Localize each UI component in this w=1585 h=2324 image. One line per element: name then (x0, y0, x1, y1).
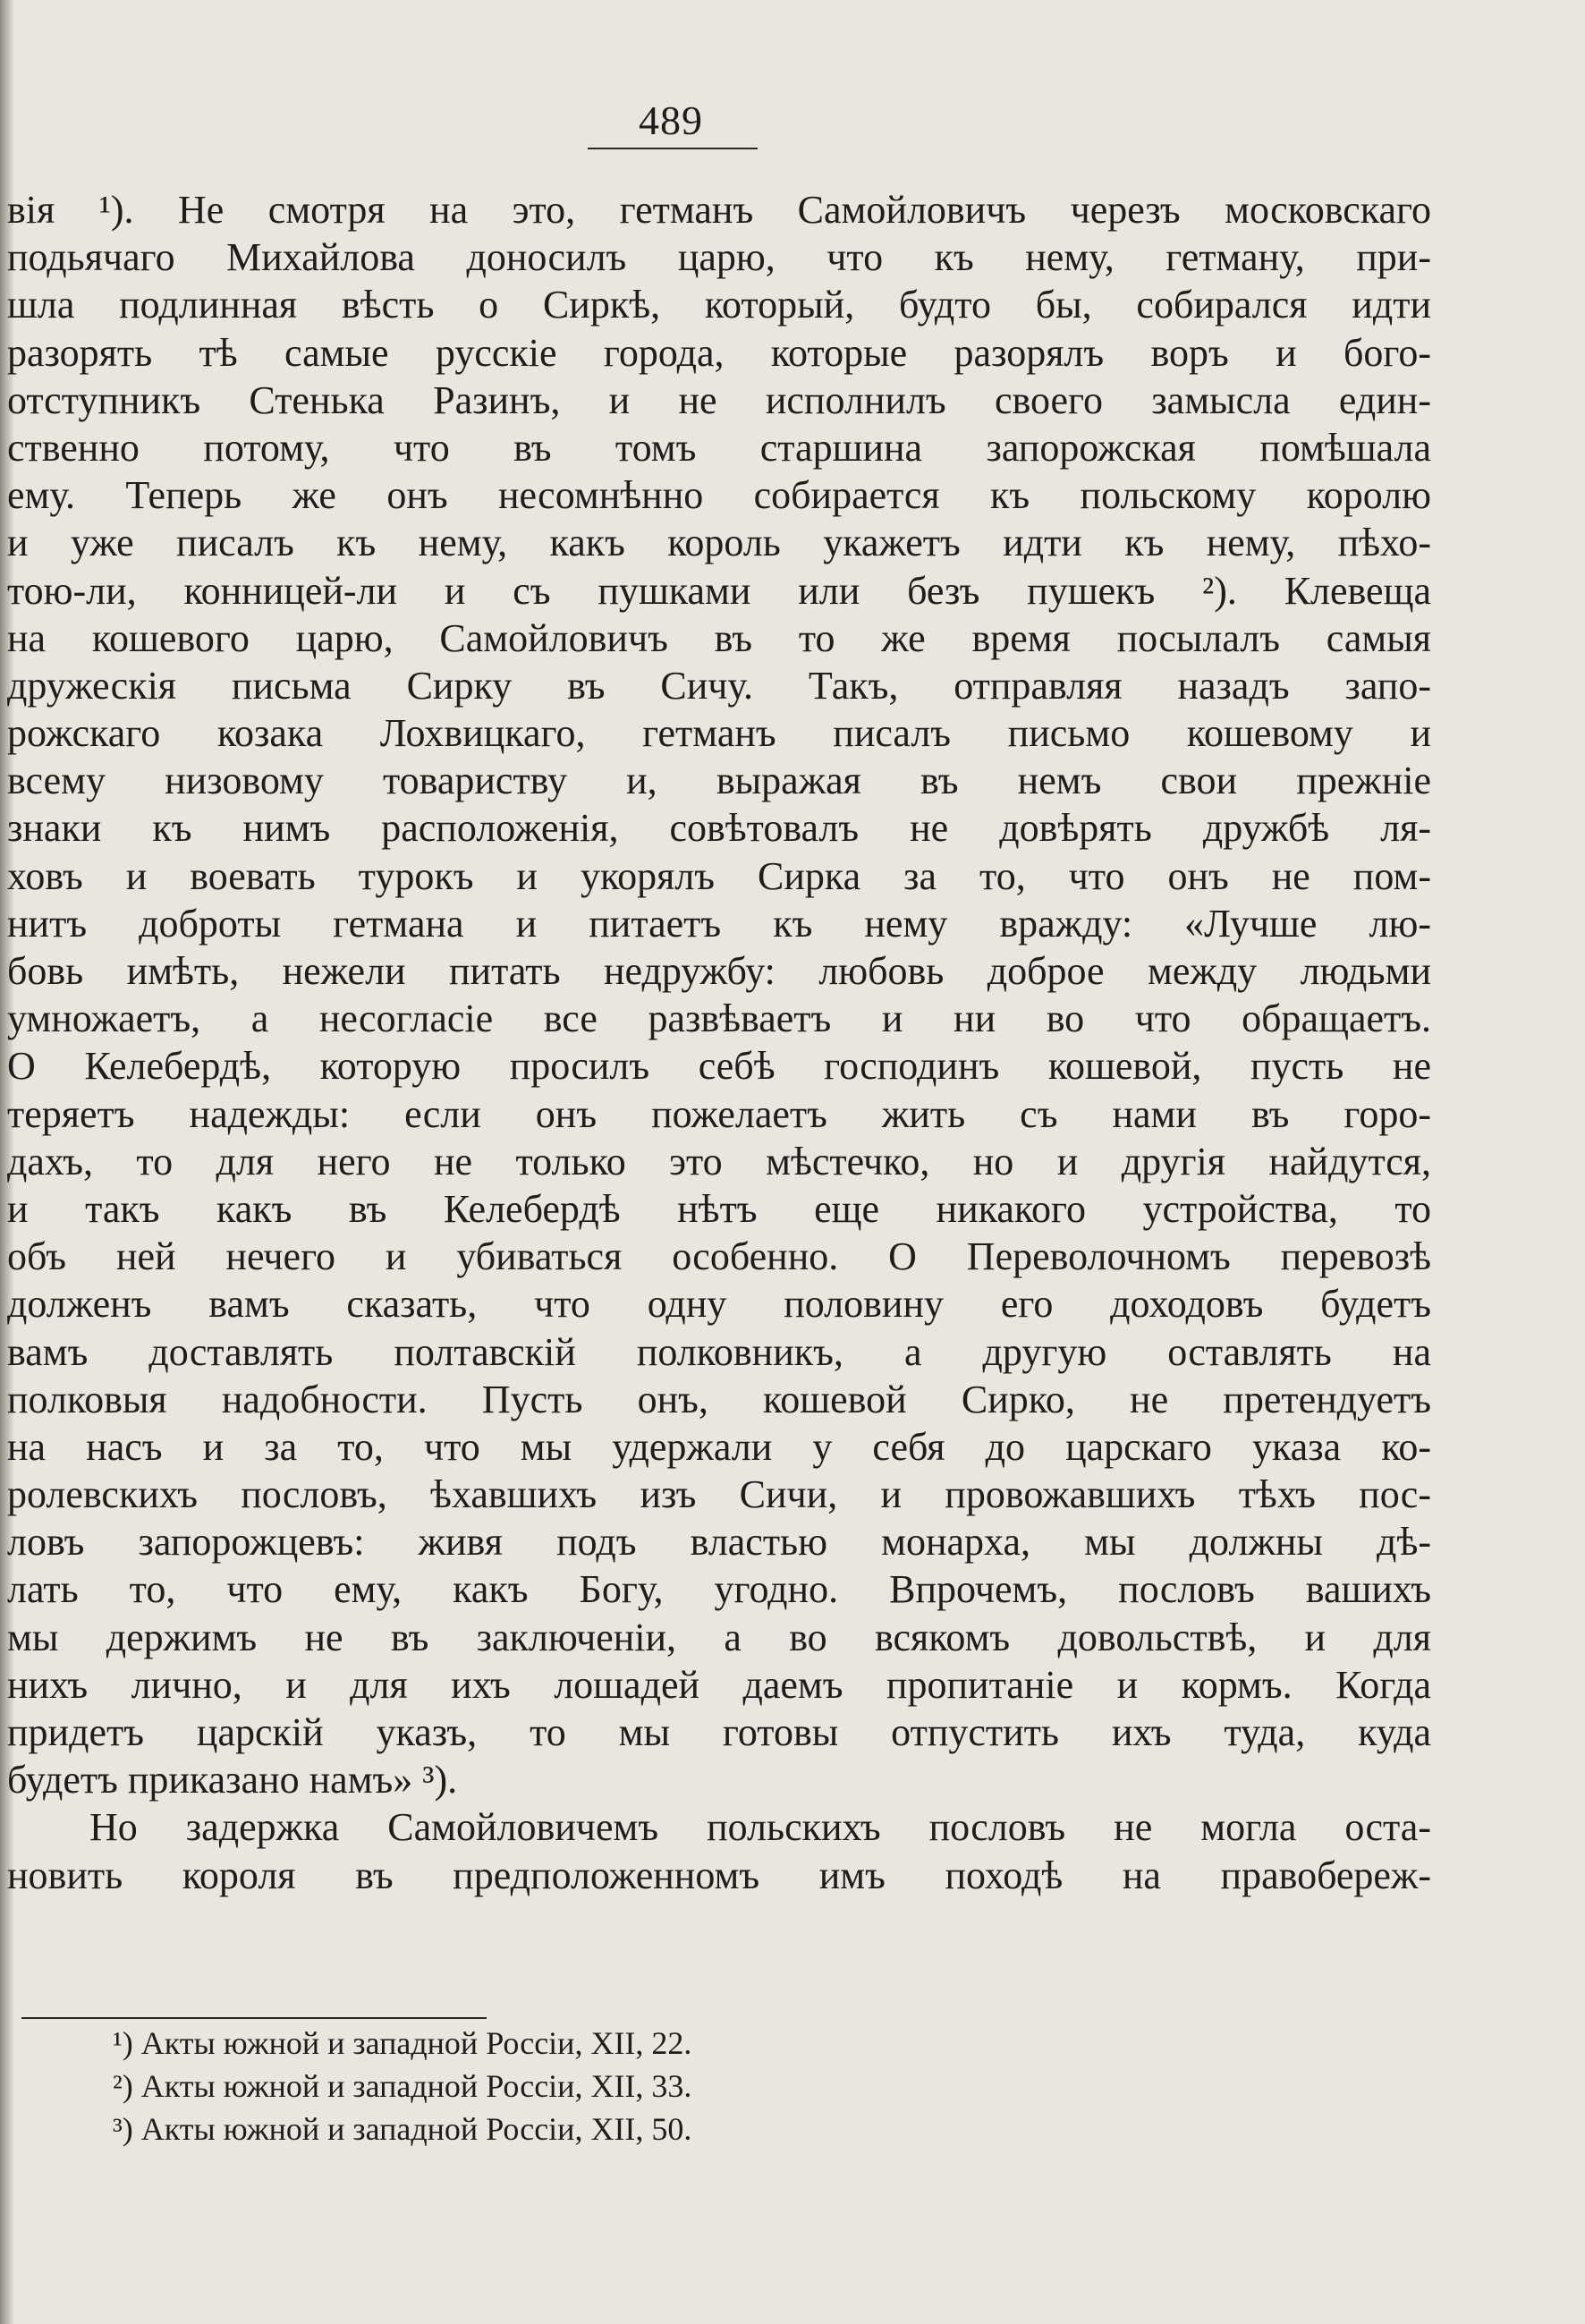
footnote-2: ²) Акты южной и западной Россіи, XII, 33. (113, 2068, 692, 2104)
text-line: и такъ какъ въ Келебердѣ нѣтъ еще никакого устройства, то (7, 1186, 1431, 1231)
page-number-rule (588, 148, 758, 149)
text-line: мы держимъ не въ заключеніи, а во всякомъ довольствѣ, и для (7, 1615, 1431, 1659)
text-line: ховъ и воевать турокъ и укорялъ Сирка за то, что онъ не пом- (7, 853, 1431, 898)
text-line: новить короля въ предположенномъ имъ походѣ на правобереж- (7, 1853, 1431, 1897)
text-line: отступникъ Стенька Разинъ, и не исполнилъ своего замысла един- (7, 377, 1431, 422)
text-line: долженъ вамъ сказать, что одну половину его доходовъ будетъ (7, 1282, 1431, 1327)
text-line: и уже писалъ къ нему, какъ король укажетъ идти къ нему, пѣхо- (7, 521, 1431, 565)
text-line: лать то, что ему, какъ Богу, угодно. Впрочемъ, пословъ вашихъ (7, 1567, 1431, 1612)
text-line-paragraph-start: Но задержка Самойловичемъ польскихъ пословъ не могла оста- (89, 1805, 1431, 1850)
footnote-3: ³) Акты южной и западной Россіи, XII, 50. (113, 2111, 692, 2147)
text-line: всему низовому товариству и, выражая въ немъ свои прежніе (7, 759, 1431, 803)
body-text (0, 186, 1431, 1899)
text-line: бовь имѣть, нежели питать недружбу: любовь доброе между людьми (7, 949, 1431, 993)
text-line: рожскаго козака Лохвицкаго, гетманъ писалъ письмо кошевому и (7, 711, 1431, 756)
text-line: дружескія письма Сирку въ Сичу. Такъ, отправляя назадъ запо- (7, 663, 1431, 708)
footnote-1: ¹) Акты южной и западной Россіи, XII, 22. (113, 2025, 692, 2061)
page-number: 489 (639, 98, 703, 143)
text-line: нихъ лично, и для ихъ лошадей даемъ пропитаніе и кормъ. Когда (7, 1662, 1431, 1707)
text-line: ственно потому, что въ томъ старшина запорожская помѣшала (7, 425, 1431, 470)
text-line: на кошевого царю, Самойловичъ въ то же время посылалъ самыя (7, 615, 1431, 660)
text-line: вамъ доставлять полтавскій полковникъ, а другую оставлять на (7, 1329, 1431, 1374)
text-line: ему. Теперь же онъ несомнѣнно собирается къ польскому королю (7, 473, 1431, 518)
text-line: тою-ли, конницей-ли и съ пушками или безъ пушекъ ²). Клевеща (7, 568, 1431, 613)
text-line: теряетъ надежды: если онъ пожелаетъ жить съ нами въ горо- (7, 1091, 1431, 1136)
text-line: знаки къ нимъ расположенія, совѣтовалъ не довѣрять дружбѣ ля- (7, 806, 1431, 851)
text-line-paragraph-end: будетъ приказано намъ» ³). (7, 1758, 458, 1802)
footnote-separator (21, 2017, 487, 2019)
text-line: ролевскихъ пословъ, ѣхавшихъ изъ Сичи, и провожавшихъ тѣхъ пос- (7, 1472, 1431, 1517)
text-line: нитъ доброты гетмана и питаетъ къ нему вражду: «Лучше лю- (7, 901, 1431, 946)
text-line: на насъ и за то, что мы удержали у себя до царскаго указа ко- (7, 1424, 1431, 1469)
footnotes (113, 2022, 1186, 2150)
text-line: дахъ, то для него не только это мѣстечко, но и другія найдутся, (7, 1139, 1431, 1183)
text-line: О Келебердѣ, которую просилъ себѣ господинъ кошевой, пусть не (7, 1044, 1431, 1089)
text-line: шла подлинная вѣсть о Сиркѣ, который, будто бы, собирался идти (7, 283, 1431, 327)
text-line: умножаетъ, а несогласіе все развѣваетъ и ни во что обращаетъ. (7, 997, 1431, 1041)
text-line: подьячаго Михайлова доносилъ царю, что къ нему, гетману, при- (7, 235, 1431, 280)
text-line: придетъ царскій указъ, то мы готовы отпустить ихъ туда, куда (7, 1710, 1431, 1754)
text-line: разорять тѣ самые русскіе города, которые разорялъ воръ и бого- (7, 330, 1431, 375)
text-line: вія ¹). Не смотря на это, гетманъ Самойловичъ черезъ московскаго (7, 188, 1431, 232)
text-line: полковыя надобности. Пусть онъ, кошевой Сирко, не претендуетъ (7, 1377, 1431, 1421)
text-line: объ ней нечего и убиваться особенно. О Переволочномъ перевозѣ (7, 1234, 1431, 1279)
text-line: ловъ запорожцевъ: живя подъ властью монарха, мы должны дѣ- (7, 1520, 1431, 1565)
